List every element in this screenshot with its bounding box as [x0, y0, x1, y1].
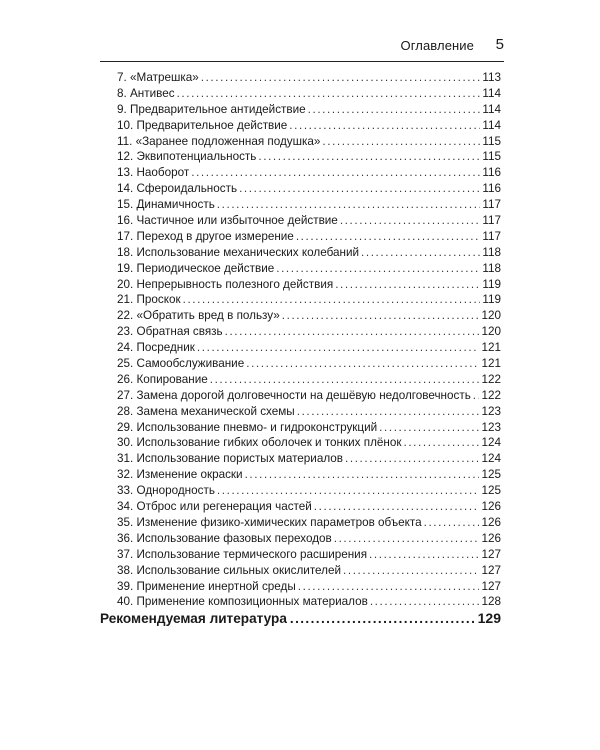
toc-entry-page: 127	[481, 579, 501, 593]
toc-entry-title: 33. Однородность	[117, 484, 215, 498]
toc-leader-dots	[225, 324, 480, 340]
toc-leader-dots	[298, 579, 480, 595]
toc-entry-page: 116	[482, 182, 501, 196]
toc-entry-page: 126	[481, 531, 501, 545]
toc-entry-title: Рекомендуемая литература	[100, 611, 287, 626]
toc-leader-dots	[473, 388, 480, 404]
toc-entry-title: 37. Использование термического расширения	[117, 547, 368, 561]
toc-entry-title: 31. Использование пористых материалов	[117, 452, 343, 466]
toc-entry-title: 7. «Матрешка»	[117, 71, 199, 84]
toc-entry[interactable]	[117, 420, 501, 436]
toc-leader-dots	[335, 277, 480, 293]
toc-entry-page: 114	[482, 86, 501, 100]
toc-entry-page: 126	[481, 500, 501, 514]
toc-entry-page: 118	[482, 261, 501, 275]
toc-entry-page: 117	[482, 198, 501, 212]
toc-entry[interactable]	[117, 435, 501, 451]
toc-entry[interactable]	[117, 547, 501, 563]
toc-entry-title: 16. Частичное или избыточное действие	[117, 214, 338, 228]
toc-entry-title: 24. Посредник	[117, 341, 195, 355]
toc-leader-dots	[282, 308, 480, 324]
toc-entry[interactable]	[117, 388, 501, 404]
toc-entry-title: 39. Применение инертной среды	[117, 579, 296, 593]
toc-leader-dots	[379, 420, 479, 436]
toc-entry-title: 15. Динамичность	[117, 198, 215, 212]
toc-entry[interactable]	[117, 277, 501, 293]
toc-entry[interactable]	[117, 308, 501, 324]
toc-entry-page: 122	[481, 372, 501, 386]
toc-entry[interactable]	[117, 86, 501, 102]
toc-entry-title: 12. Эквипотенциальность	[117, 150, 257, 164]
toc-entry-page: 128	[481, 595, 501, 609]
toc-leader-dots	[296, 229, 481, 245]
toc-entry-title: 18. Использование механических колебаний	[117, 245, 360, 259]
toc-entry-page: 114	[482, 102, 501, 116]
toc-entry-page: 118	[482, 245, 501, 259]
toc-entry-page: 119	[482, 277, 501, 291]
page-number: 5	[495, 36, 504, 53]
toc-entry-page: 127	[481, 547, 501, 561]
toc-entry-page: 117	[482, 214, 501, 228]
toc-leader-dots	[289, 118, 480, 134]
toc-entry-references[interactable]	[100, 610, 501, 626]
toc-leader-dots	[308, 102, 481, 118]
toc-entry-page: 125	[481, 484, 501, 498]
toc-entry-title: 14. Сфероидальность	[117, 182, 238, 196]
toc-leader-dots	[340, 213, 481, 229]
toc-leader-dots	[290, 611, 475, 626]
toc-entry-title: 23. Обратная связь	[117, 325, 223, 339]
toc-entry-page: 121	[481, 341, 501, 355]
toc-entry[interactable]	[117, 70, 501, 86]
toc-entry-page: 123	[481, 420, 501, 434]
toc-entry[interactable]	[117, 340, 501, 356]
toc-entry[interactable]	[117, 515, 501, 531]
toc-entry[interactable]	[117, 134, 501, 150]
toc-entry-title: 36. Использование фазовых переходов	[117, 531, 332, 545]
toc-entry[interactable]	[117, 165, 501, 181]
toc-entry-page: 126	[481, 515, 501, 529]
toc-leader-dots	[246, 356, 479, 372]
toc-entry-page: 115	[482, 150, 501, 164]
toc-entry-title: 38. Использование сильных окислителей	[117, 563, 341, 577]
toc-entry-title: 9. Предварительное антидействие	[117, 102, 306, 116]
toc-entry-title: 35. Изменение физико-химических параметров объекта	[117, 515, 422, 529]
toc-entry[interactable]	[117, 594, 501, 610]
toc-leader-dots	[343, 563, 479, 579]
toc-entry[interactable]	[117, 245, 501, 261]
toc-leader-dots	[276, 261, 480, 277]
toc-leader-dots	[258, 149, 480, 165]
toc-entry-page: 120	[481, 309, 501, 323]
toc-leader-dots	[191, 165, 480, 181]
toc-entry[interactable]	[117, 579, 501, 595]
toc-leader-dots	[177, 86, 481, 102]
toc-leader-dots	[217, 197, 481, 213]
toc-leader-dots	[424, 515, 480, 531]
toc-entry[interactable]	[117, 356, 501, 372]
toc-entry[interactable]	[117, 483, 501, 499]
toc-leader-dots	[322, 134, 480, 150]
toc-entry-page: 116	[482, 166, 501, 180]
toc-entry-page: 124	[481, 452, 501, 466]
toc-leader-dots	[334, 531, 480, 547]
toc-entry[interactable]	[117, 149, 501, 165]
toc-entry[interactable]	[117, 499, 501, 515]
toc-entry-title: 29. Использование пневмо- и гидроконструкций	[117, 420, 378, 434]
toc-entry-title: 21. Проскок	[117, 293, 181, 307]
toc-entry-title: 17. Переход в другое измерение	[117, 229, 294, 243]
toc-leader-dots	[369, 547, 479, 563]
toc-entry[interactable]	[117, 372, 501, 388]
toc-leader-dots	[314, 499, 480, 515]
toc-leader-dots	[239, 181, 480, 197]
toc-leader-dots	[345, 451, 479, 467]
header-divider	[100, 61, 504, 62]
toc-entry-title: 10. Предварительное действие	[117, 118, 288, 132]
toc-leader-dots	[245, 467, 480, 483]
toc-leader-dots	[403, 435, 479, 451]
toc-entry[interactable]	[117, 197, 501, 213]
toc-entry-page: 120	[481, 325, 501, 339]
toc-entry-title: 32. Изменение окраски	[117, 468, 243, 482]
toc-entry[interactable]	[117, 451, 501, 467]
running-header	[100, 36, 504, 60]
toc-entry-page: 127	[481, 563, 501, 577]
toc-entry-title: 30. Использование гибких оболочек и тонких плёнок	[117, 436, 402, 450]
running-header-title: Оглавление	[400, 38, 474, 53]
toc-entry[interactable]	[117, 118, 501, 134]
toc-entry-title: 25. Самообслуживание	[117, 357, 245, 371]
toc-entry-page: 119	[482, 293, 501, 307]
toc-leader-dots	[183, 292, 481, 308]
toc-entry[interactable]	[117, 324, 501, 340]
toc-entry-title: 8. Антивес	[117, 86, 175, 100]
toc-entry-title: 27. Замена дорогой долговечности на дешёвую недолговечность	[117, 388, 471, 402]
toc-entry-title: 11. «Заранее подложенная подушка»	[117, 134, 321, 148]
toc-list	[117, 70, 501, 610]
toc-entry-page: 117	[482, 229, 501, 243]
toc-entry[interactable]	[117, 467, 501, 483]
toc-entry[interactable]	[117, 261, 501, 277]
toc-entry-page: 129	[477, 610, 501, 626]
toc-entry-title: 20. Непрерывность полезного действия	[117, 277, 334, 291]
toc-entry[interactable]	[117, 181, 501, 197]
toc-entry-title: 34. Отброс или регенерация частей	[117, 500, 312, 514]
toc-entry-title: 13. Наоборот	[117, 166, 190, 180]
toc-leader-dots	[197, 340, 480, 356]
toc-entry[interactable]	[117, 404, 501, 420]
toc-entry-title: 28. Замена механической схемы	[117, 404, 295, 418]
toc-leader-dots	[370, 594, 480, 610]
toc-entry-page: 123	[481, 404, 501, 418]
toc-entry-page: 115	[482, 134, 501, 148]
toc-entry[interactable]	[117, 213, 501, 229]
toc-entry-page: 114	[482, 118, 501, 132]
toc-entry-page: 124	[481, 436, 501, 450]
toc-entry[interactable]	[117, 531, 501, 547]
toc-entry-title: 22. «Обратить вред в пользу»	[117, 309, 280, 323]
toc-entry[interactable]	[117, 563, 501, 579]
toc-entry-page: 122	[481, 388, 501, 402]
toc-leader-dots	[210, 372, 480, 388]
toc-entry-page: 121	[481, 357, 501, 371]
toc-entry-title: 26. Копирование	[117, 372, 208, 386]
toc-entry-title: 40. Применение композиционных материалов	[117, 595, 368, 609]
toc-leader-dots	[201, 70, 481, 86]
toc-leader-dots	[217, 483, 480, 499]
toc-entry[interactable]	[117, 229, 501, 245]
toc-entry[interactable]	[117, 292, 501, 308]
toc-entry-page: 125	[481, 468, 501, 482]
toc-entry-title: 19. Периодическое действие	[117, 261, 275, 275]
toc-entry-page: 113	[482, 71, 501, 84]
toc-leader-dots	[297, 404, 480, 420]
toc-entry[interactable]	[117, 102, 501, 118]
toc-leader-dots	[361, 245, 480, 261]
